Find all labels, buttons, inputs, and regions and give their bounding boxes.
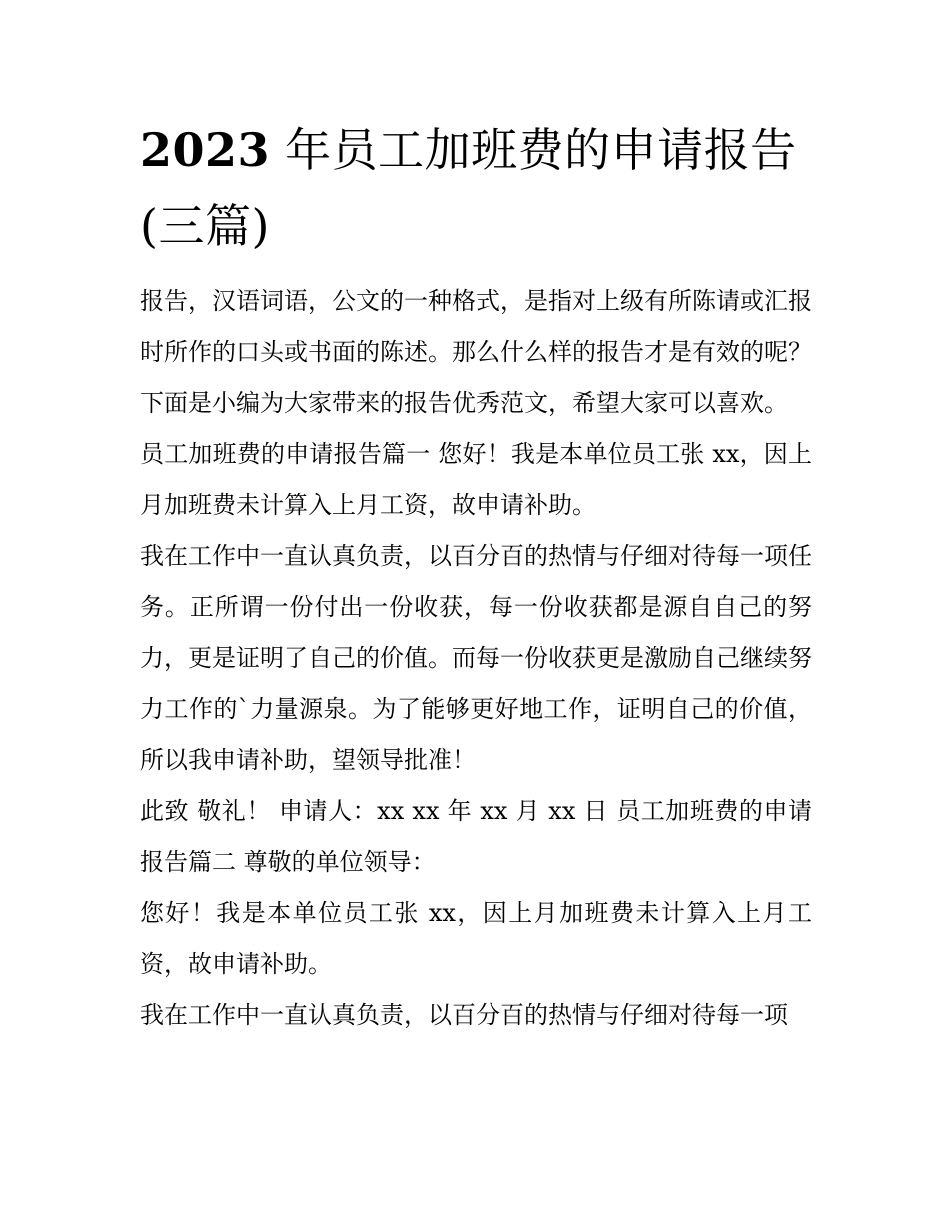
title-year: 2023 — [140, 123, 271, 177]
title-text: 年员工加班费的申请报告(三篇) — [140, 123, 797, 253]
document-title — [140, 112, 812, 264]
document-page — [140, 112, 812, 1041]
paragraph-report-one-opening: 员工加班费的申请报告篇一 您好！我是本单位员工张 xx，因上月加班费未计算入上月工资，故申请补助。 — [140, 440, 812, 519]
paragraph-closing-and-report-two: 此致 敬礼！ 申请人：xx xx 年 xx 月 xx 日 员工加班费的申请报告篇二 尊敬的单位领导： — [140, 797, 812, 876]
paragraph-report-two-body: 我在工作中一直认真负责，以百分百的热情与仔细对待每一项 — [140, 1001, 788, 1029]
paragraph-report-one-body: 我在工作中一直认真负责，以百分百的热情与仔细对待每一项任务。正所谓一份付出一份收获，每一份收获都是源自自己的努力，更是证明了自己的价值。而每一份收获更是激励自己继续努力工作的`力量源泉。为了能够更好地工作，证明自己的价值，所以我申请补助，望领导批准！ — [140, 542, 812, 774]
document-body — [140, 276, 812, 1041]
paragraph-report-two-opening: 您好！我是本单位员工张 xx，因上月加班费未计算入上月工资，故申请补助。 — [140, 899, 812, 978]
paragraph-intro: 报告，汉语词语，公文的一种格式，是指对上级有所陈请或汇报时所作的口头或书面的陈述。那么什么样的报告才是有效的呢？下面是小编为大家带来的报告优秀范文，希望大家可以喜欢。 — [140, 287, 812, 417]
